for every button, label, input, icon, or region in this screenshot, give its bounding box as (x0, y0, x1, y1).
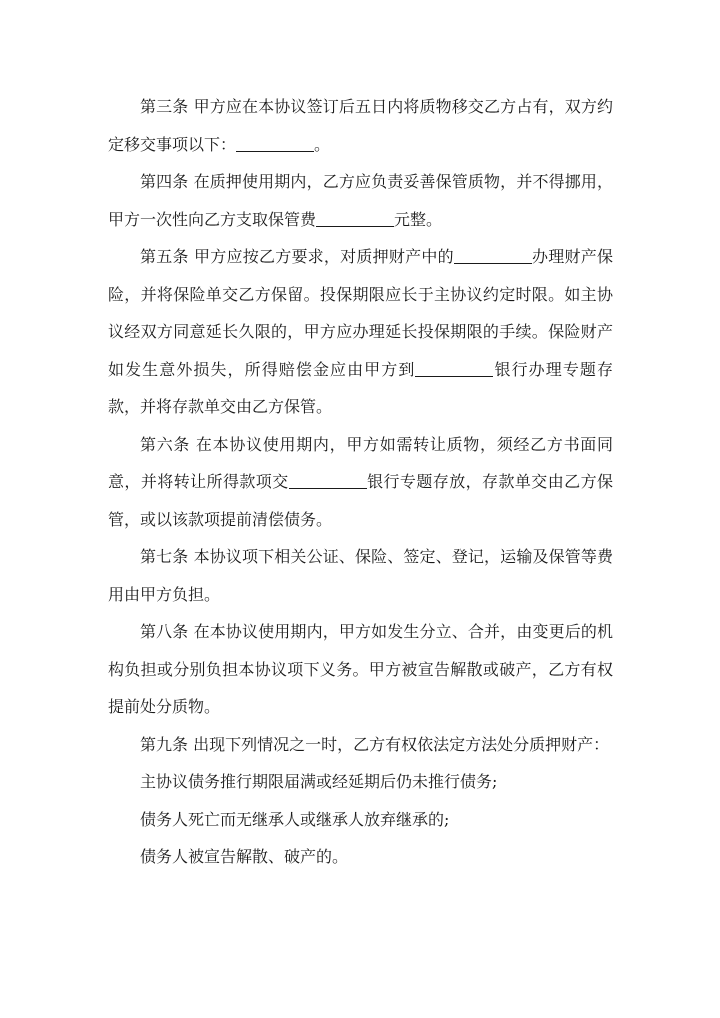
paragraph-text: 元整。 (394, 209, 443, 229)
paragraph-text: 第九条 出现下列情况之一时，乙方有权依法定方法处分质押财产： (140, 734, 610, 754)
paragraph-art8 (108, 613, 613, 726)
paragraph-art4 (108, 163, 613, 238)
paragraph-art7 (108, 538, 613, 613)
paragraph-text: 第六条 在本协议使用期内，甲方如需转让质物，须经乙方书面同意，并将转让所得款项交 (108, 434, 613, 491)
paragraph-item1 (108, 763, 613, 801)
paragraph-text: 第四条 在质押使用期内，乙方应负责妥善保管质物，并不得挪用，甲方一次性向乙方支取保管费 (108, 172, 613, 229)
paragraph-item2 (108, 801, 613, 839)
paragraph-text: 银行办理专题存款，并将存款单交由乙方保管。 (108, 359, 613, 416)
fill-in-blank (316, 209, 394, 227)
paragraph-text: 主协议债务推行期限届满或经延期后仍未推行债务; (140, 772, 498, 791)
paragraph-art3 (108, 88, 613, 163)
paragraph-text: 债务人被宣告解散、破产的。 (140, 847, 349, 866)
paragraph-text: 债务人死亡而无继承人或继承人放弃继承的; (140, 809, 450, 829)
paragraph-art6 (108, 426, 613, 539)
paragraph-item3 (108, 838, 613, 876)
fill-in-blank (415, 359, 493, 377)
paragraph-text: 第七条 本协议项下相关公证、保险、签定、登记，运输及保管等费用由甲方负担。 (108, 547, 613, 604)
paragraph-art9 (108, 726, 613, 764)
fill-in-blank (454, 246, 532, 264)
paragraph-text: 。 (314, 134, 331, 154)
fill-in-blank (289, 471, 367, 489)
paragraph-art5 (108, 238, 613, 426)
fill-in-blank (236, 134, 314, 152)
paragraph-text: 银行专题存放，存款单交由乙方保管，或以该款项提前清偿债务。 (108, 472, 613, 529)
paragraph-text: 办理财产保险，并将保险单交乙方保留。投保期限应长于主协议约定时限。如主协议经双方同意延长久限的，甲方应办理延长投保期限的手续。保险财产如发生意外损失，所得赔偿金应由甲方到 (108, 247, 613, 379)
paragraph-text: 第三条 甲方应在本协议签订后五日内将质物移交乙方占有，双方约定移交事项以下： (108, 97, 613, 154)
paragraph-text: 第五条 甲方应按乙方要求，对质押财产中的 (140, 247, 454, 266)
paragraph-text: 第八条 在本协议使用期内，甲方如发生分立、合并，由变更后的机构负担或分别负担本协议项下义务。甲方被宣告解散或破产，乙方有权提前处分质物。 (108, 622, 613, 716)
document-body (108, 88, 613, 876)
